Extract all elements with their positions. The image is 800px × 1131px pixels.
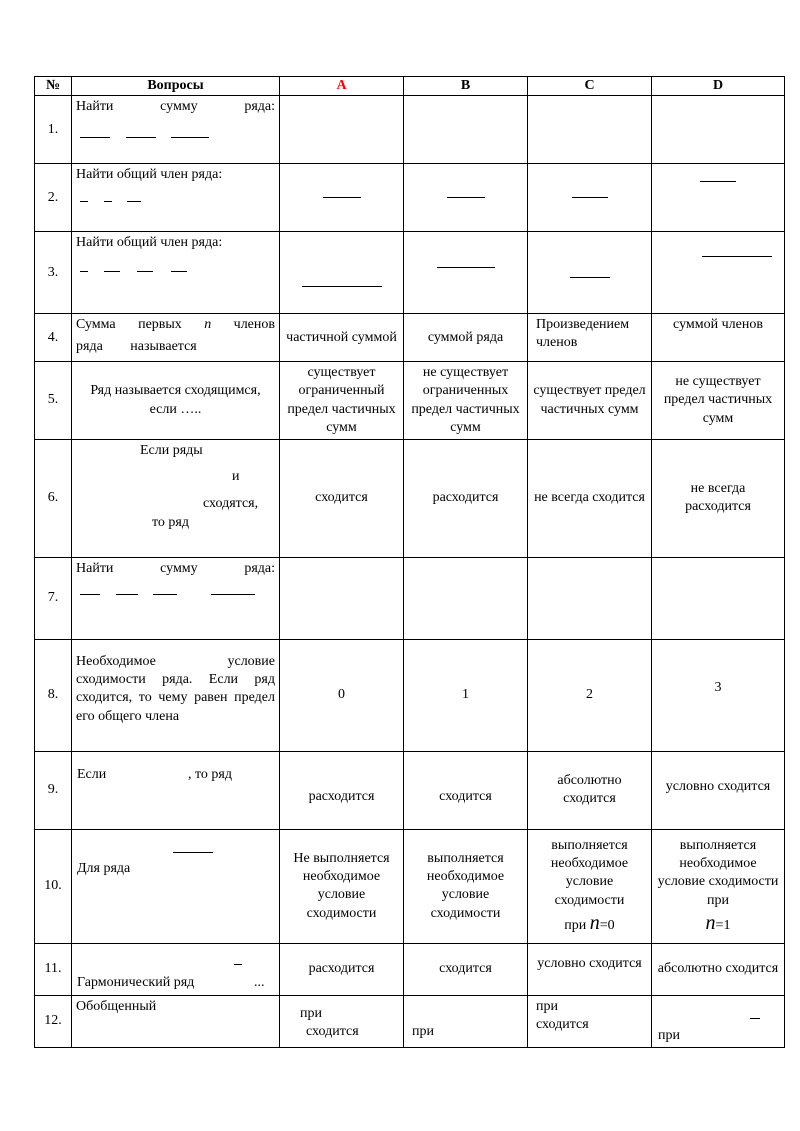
answer-text: =0: [599, 917, 615, 933]
answer-text: выполняется необходимое условие сходимости при: [657, 838, 779, 908]
answer-a[interactable]: существует ограниченный предел частичных сумм: [280, 362, 404, 440]
word: Найти: [76, 99, 114, 115]
question-row-8: [35, 639, 785, 751]
row-number: 9.: [35, 751, 72, 829]
answer-d[interactable]: [652, 164, 785, 232]
answer-c[interactable]: существует предел частичных сумм: [528, 362, 652, 440]
answer-b[interactable]: [404, 164, 528, 232]
answer-text: при: [564, 917, 587, 933]
answer-a[interactable]: [280, 557, 404, 639]
formula-placeholder: [76, 586, 275, 604]
answer-c[interactable]: [528, 164, 652, 232]
word: ряда:: [244, 99, 275, 115]
text-fragment: сходятся,: [203, 495, 259, 511]
answer-b[interactable]: сходится: [404, 751, 528, 829]
row-number: 3.: [35, 232, 72, 314]
answer-a[interactable]: расходится: [280, 751, 404, 829]
answer-a[interactable]: [280, 232, 404, 314]
answer-c[interactable]: абсолютно сходится: [528, 751, 652, 829]
question-text: [72, 314, 280, 362]
answer-c[interactable]: [528, 232, 652, 314]
text-fragment: Для ряда: [77, 860, 131, 876]
text-fragment: Гармонический ряд: [77, 974, 195, 990]
answer-b[interactable]: не существует ограниченных предел частичных сумм: [404, 362, 528, 440]
answer-a[interactable]: сходится: [280, 439, 404, 557]
answer-d[interactable]: [652, 557, 785, 639]
answer-b[interactable]: сходится: [404, 943, 528, 995]
row-number: 4.: [35, 314, 72, 362]
row-number: 1.: [35, 96, 72, 164]
answer-d[interactable]: не существует предел частичных сумм: [652, 362, 785, 440]
answer-c[interactable]: [528, 995, 652, 1047]
answer-a[interactable]: 0: [280, 639, 404, 751]
test-table: [34, 76, 785, 1048]
math-n: n: [589, 911, 600, 934]
answer-c[interactable]: 2: [528, 639, 652, 751]
text-fragment: , то ряд: [188, 766, 232, 782]
answer-a[interactable]: Не выполняется необходимое условие сходимости: [280, 829, 404, 943]
row-number: 2.: [35, 164, 72, 232]
word: членов: [233, 317, 275, 333]
header-c: C: [528, 77, 652, 96]
answer-b[interactable]: выполняется необходимое условие сходимости: [404, 829, 528, 943]
answer-c[interactable]: [528, 96, 652, 164]
answer-text: сходится: [536, 1017, 589, 1033]
word: ряда: [76, 339, 103, 355]
answer-text: при: [658, 1027, 680, 1043]
question-text: Ряд называется сходящимся, если …..: [72, 362, 280, 440]
question-row-7: [35, 557, 785, 639]
question-text: Необходимое условие сходимости ряда. Если ряд сходится, то чему равен предел его общего члена: [72, 639, 280, 751]
header-d: D: [652, 77, 785, 96]
question-row-12: [35, 995, 785, 1047]
text-fragment: и: [232, 468, 240, 484]
answer-d[interactable]: [652, 829, 785, 943]
word: ряда:: [244, 560, 275, 576]
text-fragment: ...: [254, 974, 265, 990]
question-row-2: [35, 164, 785, 232]
answer-b[interactable]: [404, 96, 528, 164]
answer-c[interactable]: Произведением членов: [528, 314, 652, 362]
answer-d[interactable]: не всегда расходится: [652, 439, 785, 557]
answer-a[interactable]: расходится: [280, 943, 404, 995]
word: первых: [138, 317, 182, 333]
answer-text: сходится: [306, 1024, 359, 1040]
formula-placeholder: [234, 964, 242, 965]
text-fragment: Если ряды: [140, 442, 203, 458]
answer-text: выполняется необходимое условие сходимости: [550, 838, 629, 908]
formula-placeholder: [76, 128, 275, 146]
formula-placeholder: [76, 192, 275, 210]
answer-text: =1: [715, 917, 731, 933]
header-b: B: [404, 77, 528, 96]
word: сумму: [160, 99, 198, 115]
formula-placeholder: [750, 1018, 760, 1019]
answer-d[interactable]: условно сходится: [652, 751, 785, 829]
answer-d[interactable]: 3: [652, 639, 785, 751]
word: сумму: [160, 560, 198, 576]
answer-b[interactable]: при: [404, 995, 528, 1047]
answer-b[interactable]: суммой ряда: [404, 314, 528, 362]
math-n: n: [204, 317, 212, 333]
word: Найти: [76, 560, 114, 576]
question-text: Обобщенный: [72, 995, 280, 1047]
row-number: 12.: [35, 995, 72, 1047]
answer-b[interactable]: [404, 557, 528, 639]
header-questions: Вопросы: [72, 77, 280, 96]
question-row-5: [35, 362, 785, 440]
question-row-11: [35, 943, 785, 995]
answer-d[interactable]: суммой членов: [652, 314, 785, 362]
answer-a[interactable]: частичной суммой: [280, 314, 404, 362]
question-text: [72, 164, 280, 232]
answer-d[interactable]: [652, 232, 785, 314]
text-fragment: то ряд: [152, 514, 189, 530]
question-label: Найти общий член ряда:: [76, 167, 223, 183]
answer-b[interactable]: [404, 232, 528, 314]
header-num: №: [35, 77, 72, 96]
answer-c[interactable]: не всегда сходится: [528, 439, 652, 557]
row-number: 5.: [35, 362, 72, 440]
answer-c[interactable]: [528, 557, 652, 639]
answer-b[interactable]: расходится: [404, 439, 528, 557]
answer-d[interactable]: [652, 995, 785, 1047]
formula-placeholder: [76, 262, 275, 280]
question-text: [72, 439, 280, 557]
question-row-3: [35, 232, 785, 314]
question-row-1: [35, 96, 785, 164]
question-label: Найти общий член ряда:: [76, 235, 223, 251]
answer-a[interactable]: [280, 995, 404, 1047]
answer-c[interactable]: [528, 829, 652, 943]
row-number: 6.: [35, 439, 72, 557]
word: называется: [130, 339, 197, 355]
question-text: [72, 232, 280, 314]
row-number: 8.: [35, 639, 72, 751]
question-text: [72, 751, 280, 829]
question-row-9: [35, 751, 785, 829]
math-n: n: [705, 911, 716, 934]
header-a: A: [280, 77, 404, 96]
question-row-10: [35, 829, 785, 943]
formula-placeholder: [173, 852, 213, 853]
header-row: [35, 77, 785, 96]
row-number: 11.: [35, 943, 72, 995]
question-text: [72, 96, 280, 164]
word: Сумма: [76, 317, 116, 333]
question-text: [72, 943, 280, 995]
text-fragment: Если: [77, 766, 107, 782]
answer-d[interactable]: абсолютно сходится: [652, 943, 785, 995]
question-text: [72, 557, 280, 639]
answer-d[interactable]: [652, 96, 785, 164]
question-row-6: [35, 439, 785, 557]
question-row-4: [35, 314, 785, 362]
question-text: [72, 829, 280, 943]
answer-a[interactable]: [280, 164, 404, 232]
answer-text: при: [300, 1006, 322, 1022]
row-number: 7.: [35, 557, 72, 639]
answer-b[interactable]: 1: [404, 639, 528, 751]
answer-c[interactable]: условно сходится: [528, 943, 652, 995]
answer-text: при: [536, 998, 558, 1014]
row-number: 10.: [35, 829, 72, 943]
answer-a[interactable]: [280, 96, 404, 164]
